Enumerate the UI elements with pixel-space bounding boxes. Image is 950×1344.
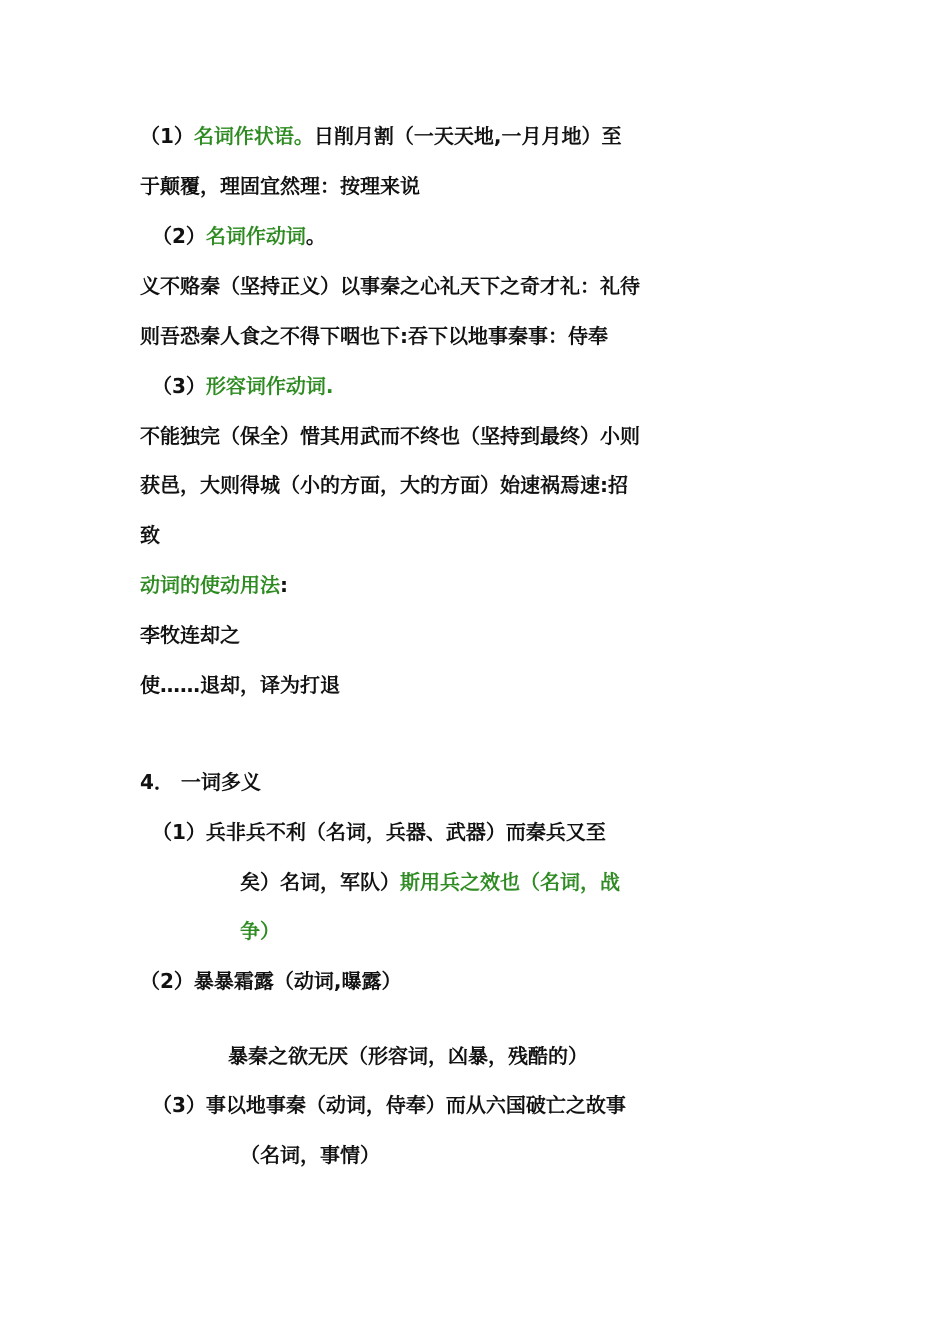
line-17: （2）暴暴霜露（动词,曝露） <box>140 969 402 993</box>
heading-noun-as-verb: 名词作动词 <box>205 224 306 248</box>
example-text: 矣）名词，军队） <box>240 870 400 894</box>
line-8: 获邑，大则得城（小的方面，大的方面）始速祸焉速:招 <box>140 473 628 497</box>
list-number: （2） <box>152 224 206 248</box>
line-16: 争） <box>240 919 280 943</box>
line-14: （1）兵非兵不利（名词，兵器、武器）而秦兵又至 <box>152 820 606 844</box>
line-4: 义不赂秦（坚持正义）以事秦之心礼天下之奇才礼：礼待 <box>140 274 640 298</box>
punctuation: : <box>280 573 288 597</box>
section-heading-polysemy: 4． 一词多义 <box>140 770 261 794</box>
line-3 <box>152 222 326 250</box>
line-1 <box>140 122 622 150</box>
line-15 <box>240 868 620 896</box>
punctuation: . <box>325 374 334 398</box>
line-12: 使……退却，译为打退 <box>140 673 340 697</box>
line-19: （3）事以地事秦（动词，侍奉）而从六国破亡之故事 <box>152 1093 626 1117</box>
heading-noun-as-adverbial: 名词作状语。 <box>193 124 314 148</box>
heading-adjective-as-verb: 形容词作动词 <box>205 374 326 398</box>
list-number: （3） <box>152 374 206 398</box>
line-11: 李牧连却之 <box>140 623 240 647</box>
punctuation: 。 <box>305 224 326 248</box>
line-7: 不能独完（保全）惜其用武而不终也（坚持到最终）小则 <box>140 424 640 448</box>
line-5: 则吾恐秦人食之不得下咽也下:吞下以地事秦事：侍奉 <box>140 324 608 348</box>
line-18: 暴秦之欲无厌（形容词，凶暴，残酷的） <box>228 1044 588 1068</box>
line-9: 致 <box>140 523 160 547</box>
example-text: 日削月割（一天天地,一月月地）至 <box>313 124 622 148</box>
line-2: 于颠覆，理固宜然理：按理来说 <box>140 174 420 198</box>
heading-causative-verb: 动词的使动用法 <box>140 573 280 597</box>
list-number: （1） <box>140 124 194 148</box>
line-10 <box>140 571 288 599</box>
line-6 <box>152 372 334 400</box>
line-20: （名词，事情） <box>240 1143 380 1167</box>
example-green: 斯用兵之效也（名词，战 <box>400 870 620 894</box>
